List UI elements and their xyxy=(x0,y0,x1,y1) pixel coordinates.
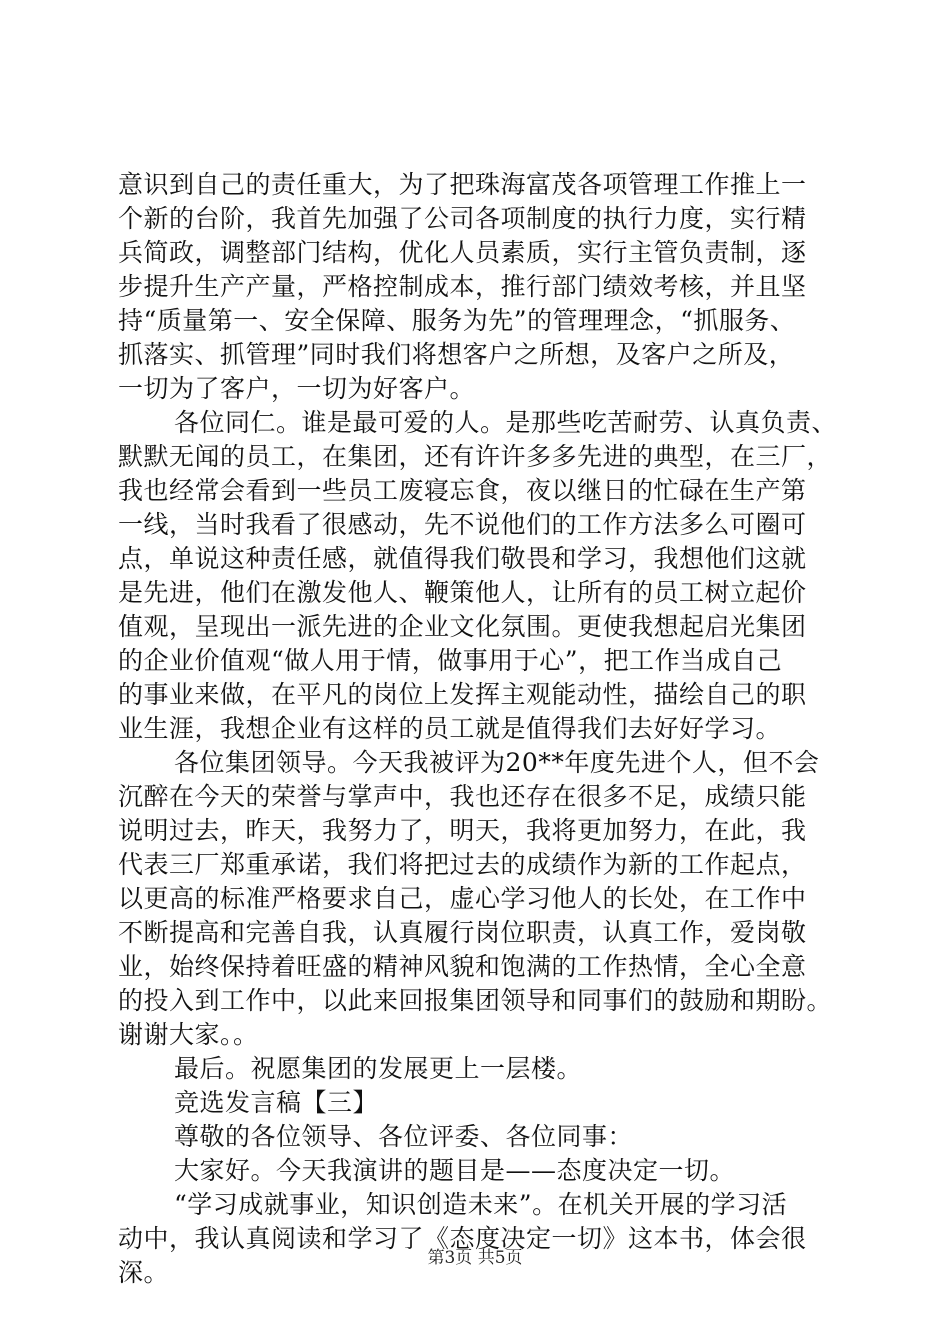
text-line: 点，单说这种责任感，就值得我们敬畏和学习，我想他们这就 xyxy=(118,544,807,573)
section-heading: 竞选发言稿【三】 xyxy=(174,1088,379,1117)
text-line: 步提升生产产量，严格控制成本，推行部门绩效考核，并且坚 xyxy=(118,272,807,301)
text-line: 说明过去，昨天，我努力了，明天，我将更加努力，在此，我 xyxy=(118,816,807,845)
text-line: 我也经常会看到一些员工废寝忘食，夜以继日的忙碌在生产第 xyxy=(118,476,807,505)
text-line: 不断提高和完善自我，认真履行岗位职责，认真工作，爱岗敬 xyxy=(118,918,807,947)
text-line: 的事业来做，在平凡的岗位上发挥主观能动性，描绘自己的职 xyxy=(118,680,807,709)
text-line: 兵简政，调整部门结构，优化人员素质，实行主管负责制，逐 xyxy=(118,238,807,267)
text-line: 是先进，他们在激发他人、鞭策他人，让所有的员工树立起价 xyxy=(118,578,807,607)
paragraph-start-line: 各位同仁。谁是最可爱的人。是那些吃苦耐劳、认真负责、 xyxy=(174,408,838,437)
salutation-line: 尊敬的各位领导、各位评委、各位同事： xyxy=(174,1122,634,1151)
paragraph-start-line: 大家好。今天我演讲的题目是——态度决定一切。 xyxy=(174,1156,736,1185)
document-body xyxy=(118,168,853,1290)
paragraph-start-line: 各位集团领导。今天我被评为20**年度先进个人，但不会 xyxy=(174,748,820,777)
text-line: 的企业价值观“做人用于情，做事用于心”，把工作当成自己 xyxy=(118,646,783,675)
text-line: 个新的台阶，我首先加强了公司各项制度的执行力度，实行精 xyxy=(118,204,807,233)
text-line: 业生涯，我想企业有这样的员工就是值得我们去好好学习。 xyxy=(118,714,782,743)
text-line: 动中，我认真阅读和学习了《态度决定一切》这本书，体会很 xyxy=(118,1224,807,1253)
text-line: 一线，当时我看了很感动，先不说他们的工作方法多么可圈可 xyxy=(118,510,807,539)
paragraph-start-line: 最后。祝愿集团的发展更上一层楼。 xyxy=(174,1054,583,1083)
text-line: 一切为了客户，一切为好客户。 xyxy=(118,374,476,403)
text-line: 代表三厂郑重承诺，我们将把过去的成绩作为新的工作起点， xyxy=(118,850,807,879)
text-line: 值观，呈现出一派先进的企业文化氛围。更使我想起启光集团 xyxy=(118,612,807,641)
text-line: 意识到自己的责任重大，为了把珠海富茂各项管理工作推上一 xyxy=(118,170,807,199)
text-line: 业，始终保持着旺盛的精神风貌和饱满的工作热情，全心全意 xyxy=(118,952,807,981)
text-line: 的投入到工作中，以此来回报集团领导和同事们的鼓励和期盼。 xyxy=(118,986,833,1015)
text-line: 持“质量第一、安全保障、服务为先”的管理理念，“抓服务、 xyxy=(118,306,796,335)
text-line: 沉醉在今天的荣誉与掌声中，我也还存在很多不足，成绩只能 xyxy=(118,782,807,811)
page-number-footer: 第3页 共5页 xyxy=(427,1248,523,1268)
text-line: 默默无闻的员工，在集团，还有许许多多先进的典型，在三厂， xyxy=(118,442,833,471)
text-line: 抓落实、抓管理”同时我们将想客户之所想，及客户之所及， xyxy=(118,340,795,369)
text-line: 谢谢大家。。 xyxy=(118,1020,259,1049)
text-line: 以更高的标准严格要求自己，虚心学习他人的长处，在工作中 xyxy=(118,884,807,913)
text-line: 深。 xyxy=(118,1258,170,1287)
paragraph-start-line: “学习成就事业，知识创造未来”。在机关开展的学习活 xyxy=(174,1190,788,1219)
